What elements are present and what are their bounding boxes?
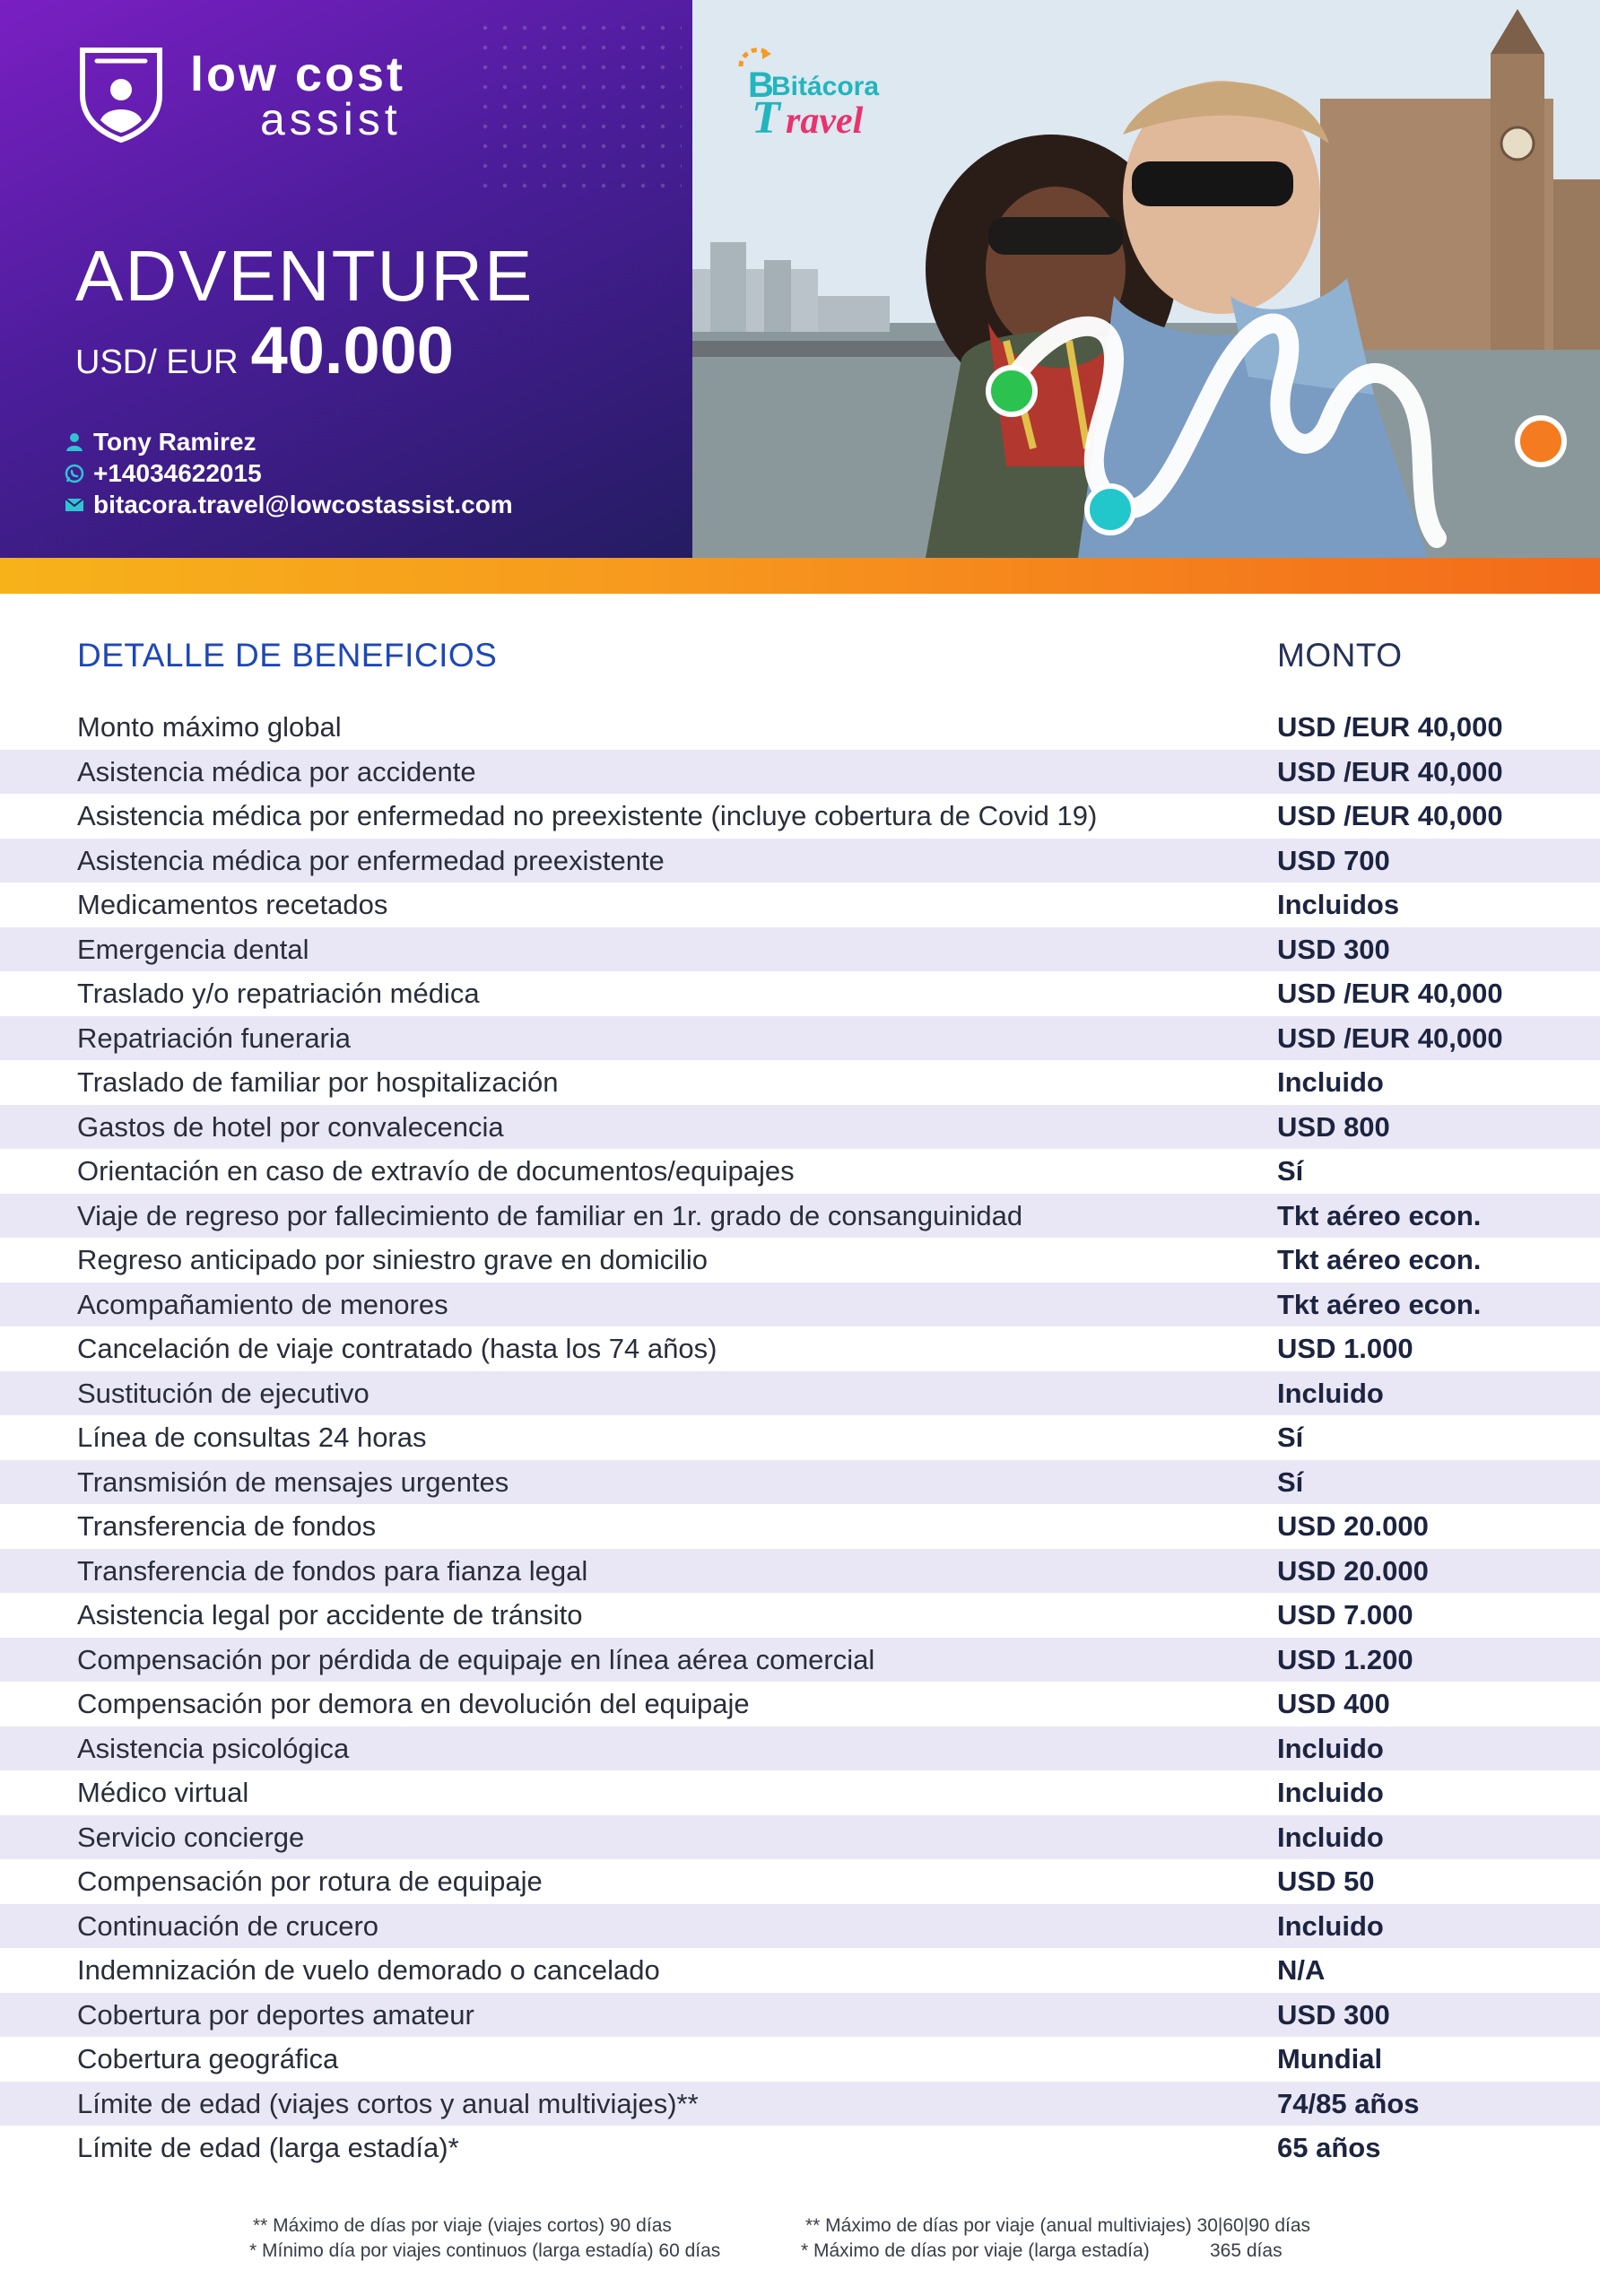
benefit-label: Transmisión de mensajes urgentes	[77, 1465, 509, 1498]
table-row	[0, 1682, 1600, 1726]
contact-info	[65, 427, 674, 521]
benefit-label: Asistencia legal por accidente de tránsito	[77, 1599, 583, 1631]
contact-name-row	[65, 427, 674, 457]
benefit-amount: Mundial	[1277, 2043, 1383, 2074]
benefit-amount: USD 20.000	[1277, 1554, 1429, 1587]
benefit-amount: Sí	[1277, 1422, 1304, 1453]
benefit-amount: USD 300	[1277, 933, 1390, 965]
benefit-amount: USD /EUR 40,000	[1277, 1022, 1503, 1054]
table-row	[0, 1149, 1600, 1194]
benefit-amount: Incluido	[1277, 1777, 1384, 1808]
benefit-label: Cancelación de viaje contratado (hasta los 74 años)	[77, 1333, 717, 1364]
benefit-amount: Incluido	[1277, 1377, 1384, 1409]
table-row	[0, 1993, 1600, 2038]
benefit-amount: Incluido	[1277, 1909, 1384, 1942]
benefit-amount: Sí	[1277, 1155, 1304, 1187]
benefit-label: Sustitución de ejecutivo	[77, 1377, 370, 1409]
bitacora-travel-logo	[728, 39, 943, 147]
brand-panel	[0, 0, 692, 558]
table-row	[0, 2082, 1600, 2126]
benefit-label: Repatriación funeraria	[77, 1022, 352, 1054]
contact-phone[interactable]: +14034622015	[93, 459, 262, 487]
benefit-label: Indemnización de vuelo demorado o cancelado	[77, 1954, 660, 1986]
table-row	[0, 1060, 1600, 1105]
whatsapp-icon	[65, 464, 84, 483]
table-row	[0, 839, 1600, 883]
benefits-column-header: DETALLE DE BENEFICIOS	[77, 637, 498, 674]
benefit-amount: Incluido	[1277, 1732, 1384, 1764]
table-row	[0, 1194, 1600, 1239]
footnote-long-stay: * Máximo de días por viaje (larga estadía)	[801, 2240, 1150, 2261]
benefit-amount: Sí	[1277, 1465, 1304, 1498]
table-row	[0, 1859, 1600, 1904]
benefit-label: Regreso anticipado por siniestro grave en domicilio	[77, 1244, 709, 1275]
benefit-label: Línea de consultas 24 horas	[77, 1422, 427, 1453]
benefit-label: Traslado de familiar por hospitalización	[77, 1066, 559, 1098]
table-row	[0, 794, 1600, 839]
table-row	[0, 1371, 1600, 1416]
benefit-label: Medicamentos recetados	[77, 889, 388, 920]
benefit-amount: Incluido	[1277, 1821, 1384, 1853]
benefit-label: Continuación de crucero	[77, 1909, 379, 1942]
benefit-label: Traslado y/o repatriación médica	[77, 978, 480, 1009]
table-row	[0, 927, 1600, 972]
benefit-label: Asistencia médica por enfermedad preexistente	[77, 844, 665, 876]
table-row	[0, 1016, 1600, 1061]
table-row	[0, 2037, 1600, 2082]
benefit-label: Cobertura geográfica	[77, 2043, 339, 2074]
benefit-label: Médico virtual	[77, 1777, 249, 1808]
benefit-amount: N/A	[1277, 1954, 1326, 1986]
table-row	[0, 1283, 1600, 1327]
plan-amount-row	[75, 312, 454, 388]
benefit-amount: USD 800	[1277, 1110, 1390, 1143]
table-row	[0, 971, 1600, 1016]
table-row	[0, 1105, 1600, 1150]
benefit-label: Asistencia médica por enfermedad no preexistente (incluye cobertura de Covid 19)	[77, 800, 1098, 831]
benefit-amount: USD 1.200	[1277, 1643, 1413, 1675]
table-row	[0, 1460, 1600, 1505]
benefit-label: Acompañamiento de menores	[77, 1288, 448, 1320]
brand-name-line1: low cost	[190, 48, 406, 101]
contact-phone-row	[65, 458, 674, 489]
table-row	[0, 883, 1600, 927]
benefit-label: Transferencia de fondos	[77, 1510, 377, 1542]
benefit-label: Emergencia dental	[77, 933, 309, 965]
benefit-amount: Tkt aéreo econ.	[1277, 1288, 1482, 1320]
benefit-amount: USD 1.000	[1277, 1333, 1413, 1364]
table-row	[0, 1815, 1600, 1860]
plan-title: ADVENTURE	[75, 236, 535, 316]
table-row	[0, 1504, 1600, 1549]
plan-currency: USD/ EUR	[75, 344, 239, 381]
person-icon	[65, 432, 84, 452]
table-row	[0, 1549, 1600, 1594]
hero-photo	[692, 0, 1600, 558]
benefit-amount: USD 400	[1277, 1688, 1390, 1719]
benefit-amount: USD /EUR 40,000	[1277, 978, 1503, 1009]
benefit-amount: Incluido	[1277, 1066, 1384, 1098]
benefit-amount: Tkt aéreo econ.	[1277, 1244, 1482, 1275]
table-row	[0, 1593, 1600, 1638]
contact-email[interactable]: bitacora.travel@lowcostassist.com	[93, 491, 513, 518]
benefit-label: Límite de edad (viajes cortos y anual multiviajes)**	[77, 2087, 699, 2119]
table-row	[0, 1726, 1600, 1771]
accent-bar	[0, 558, 1600, 594]
benefit-label: Asistencia psicológica	[77, 1732, 350, 1764]
table-row	[0, 1770, 1600, 1815]
benefit-amount: USD 700	[1277, 844, 1390, 876]
benefit-amount: USD 50	[1277, 1866, 1375, 1897]
benefit-amount: USD /EUR 40,000	[1277, 755, 1503, 787]
benefit-amount: USD 7.000	[1277, 1599, 1413, 1631]
dot-pattern	[475, 18, 682, 197]
benefit-amount: 74/85 años	[1277, 2087, 1420, 2119]
benefit-amount: USD 300	[1277, 1998, 1390, 2031]
table-row	[0, 705, 1600, 750]
benefit-label: Compensación por pérdida de equipaje en línea aérea comercial	[77, 1643, 875, 1675]
table-row	[0, 1948, 1600, 1993]
contact-name: Tony Ramirez	[93, 428, 257, 456]
amount-column-header: MONTO	[1277, 637, 1403, 674]
low-cost-assist-logo	[75, 43, 452, 151]
benefit-amount: USD /EUR 40,000	[1277, 711, 1503, 743]
footnote-short-trips: ** Máximo de días por viaje (viajes cortos) 90 días	[253, 2215, 672, 2236]
partner-name-top: Bitácora	[771, 72, 880, 101]
table-row	[0, 2126, 1600, 2170]
benefits-table	[0, 705, 1600, 2170]
table-row	[0, 1904, 1600, 1949]
benefit-amount: Incluidos	[1277, 889, 1400, 920]
partner-initial: T	[752, 92, 780, 144]
plan-amount: 40.000	[250, 313, 454, 387]
benefit-label: Gastos de hotel por convalecencia	[77, 1110, 504, 1143]
table-row	[0, 750, 1600, 795]
benefit-label: Servicio concierge	[77, 1821, 305, 1853]
table-row	[0, 1638, 1600, 1683]
contact-email-row	[65, 490, 674, 520]
mail-icon	[65, 495, 84, 515]
benefit-label: Monto máximo global	[77, 711, 342, 743]
brand-name-line2: assist	[260, 94, 402, 144]
benefit-amount: 65 años	[1277, 2132, 1381, 2163]
partner-name-bottom: ravel	[786, 100, 864, 142]
footnote-continuous-trips: * Mínimo día por viajes continuos (larga estadía) 60 días	[249, 2240, 721, 2261]
benefit-amount: USD 20.000	[1277, 1510, 1429, 1542]
svg-text:B: B	[748, 65, 774, 105]
benefit-amount: Tkt aéreo econ.	[1277, 1199, 1482, 1231]
benefit-amount: USD /EUR 40,000	[1277, 800, 1503, 831]
benefit-label: Asistencia médica por accidente	[77, 755, 476, 787]
benefit-label: Compensación por demora en devolución del equipaje	[77, 1688, 750, 1719]
table-row	[0, 1415, 1600, 1460]
footnote-annual-multitrip: ** Máximo de días por viaje (anual multiviajes) 30|60|90 días	[805, 2215, 1311, 2236]
table-row	[0, 1326, 1600, 1371]
benefit-label: Orientación en caso de extravío de documentos/equipajes	[77, 1155, 795, 1187]
header-banner	[0, 0, 1600, 558]
benefit-label: Límite de edad (larga estadía)*	[77, 2132, 459, 2163]
benefit-label: Cobertura por deportes amateur	[77, 1998, 474, 2031]
benefit-label: Viaje de regreso por fallecimiento de familiar en 1r. grado de consanguinidad	[77, 1199, 1023, 1231]
benefit-label: Transferencia de fondos para fianza legal	[77, 1554, 588, 1587]
table-row	[0, 1238, 1600, 1283]
footnote-long-stay-value: 365 días	[1210, 2240, 1283, 2261]
benefit-label: Compensación por rotura de equipaje	[77, 1866, 543, 1897]
shield-logo-icon	[75, 43, 167, 144]
